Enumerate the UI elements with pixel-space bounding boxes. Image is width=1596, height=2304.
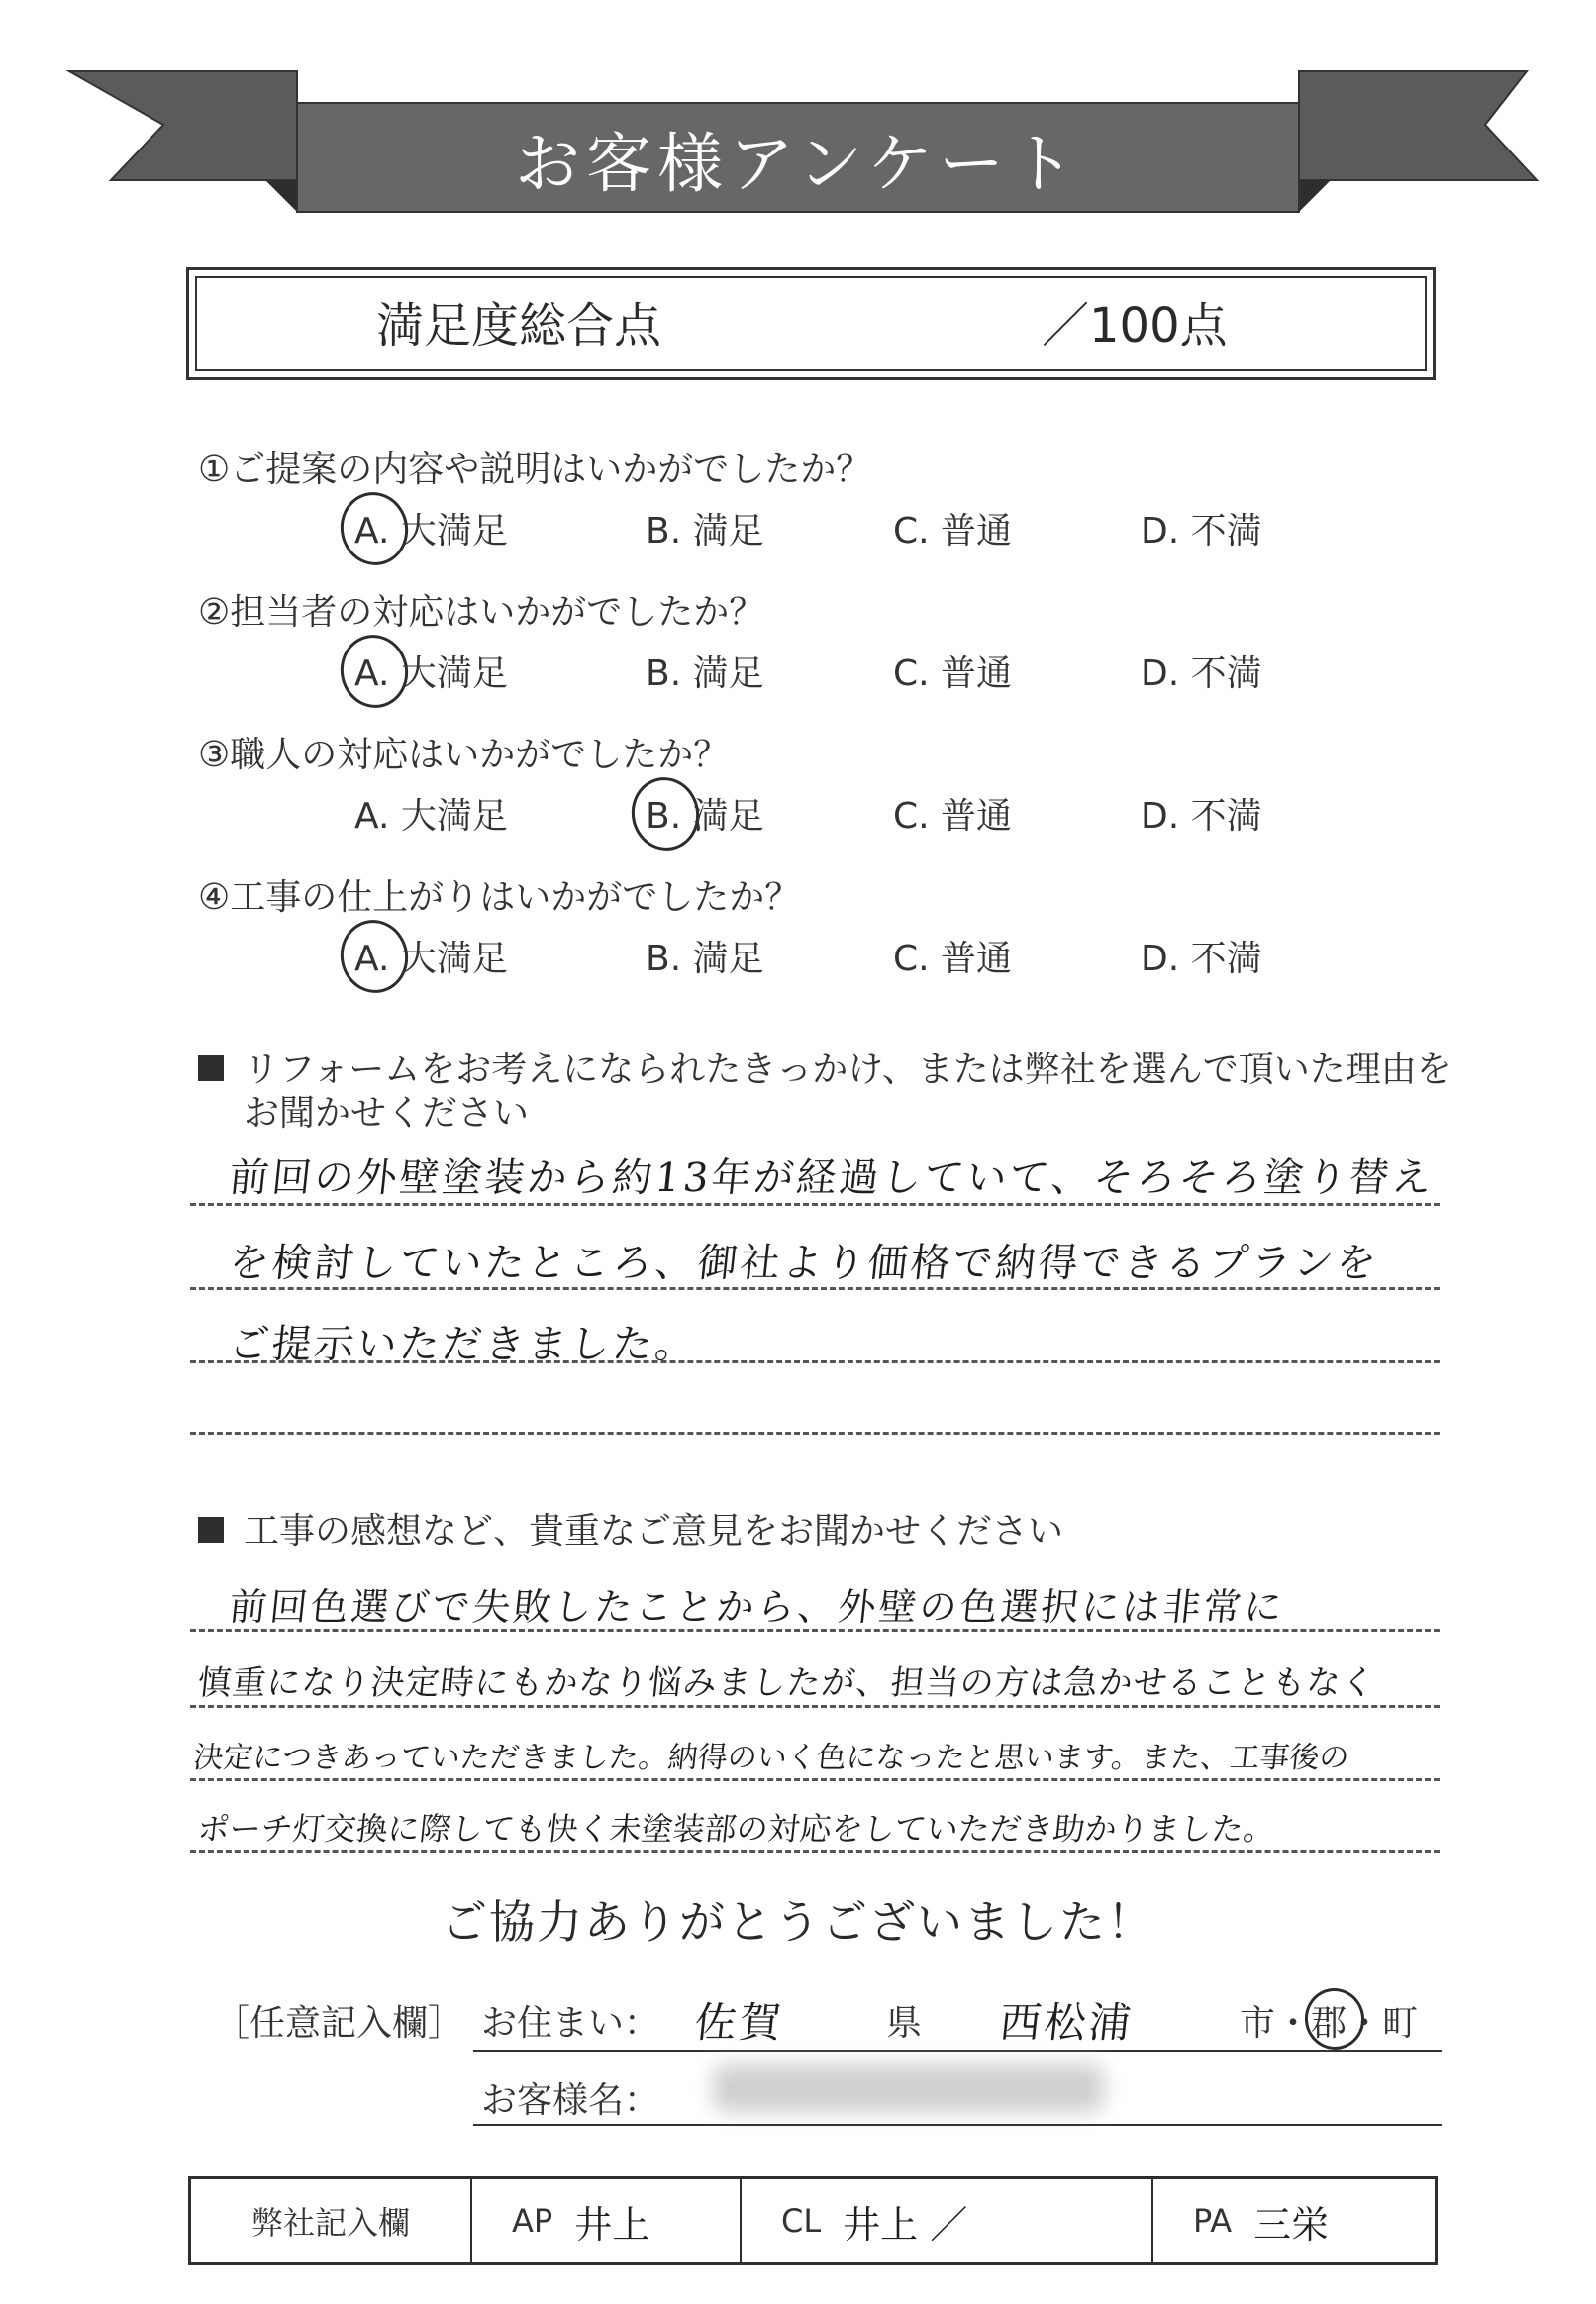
bullet-square-icon [198, 1055, 224, 1081]
ribbon-left-fold [265, 180, 297, 212]
section-2-answer-line-4: ポーチ灯交換に際しても快く未塗装部の対応をしていただき助かりました。 [195, 1810, 1277, 1848]
city-value[interactable]: 西松浦 [997, 1998, 1137, 2047]
cl-cell [742, 2179, 1153, 2262]
section-2-answer-line-2: 慎重になり決定時にもかなり悩みましたが、担当の方は急かせることもなく [195, 1663, 1378, 1703]
q1-option-c[interactable]: C. 普通 [893, 511, 1013, 551]
q2-option-a[interactable]: A. 大満足 [354, 653, 508, 694]
answer-rule [190, 1629, 1440, 1632]
pa-value[interactable]: 三栄 [1253, 2202, 1330, 2247]
q3-option-a[interactable]: A. 大満足 [354, 796, 508, 837]
section-1-heading-line1: リフォームをお考えになられたきっかけ、または弊社を選んで頂いた理由を [244, 1050, 1452, 1090]
name-underline [473, 2124, 1442, 2126]
section-1-answer-line-1: 前回の外壁塗装から約13年が経過していて、そろそろ塗り替え [227, 1155, 1438, 1201]
city-suffix: 市・郡・町 [1240, 2003, 1419, 2044]
question-2: ②担当者の対応はいかがでしたか？ [198, 592, 765, 633]
answer-rule [190, 1850, 1440, 1853]
ribbon-right-tail [1299, 71, 1537, 180]
ap-label: AP [512, 2202, 553, 2240]
section-2-answer-line-1: 前回色選びで失敗したことから、外壁の色選択には非常に [227, 1585, 1287, 1629]
ribbon-right-fold [1299, 180, 1331, 212]
bullet-square-icon [198, 1517, 224, 1543]
answer-rule [190, 1203, 1440, 1206]
q3-option-b[interactable]: B. 満足 [646, 796, 764, 837]
section-2-answer-line-3: 決定につきあっていただきました。納得のいく色になったと思います。また、工事後の [191, 1741, 1351, 1775]
q2-option-c[interactable]: C. 普通 [893, 653, 1013, 694]
section-1-answer-line-2: を検討していたところ、御社より価格で納得できるプランを [227, 1241, 1382, 1286]
q2-option-d[interactable]: D. 不満 [1141, 653, 1262, 694]
answer-rule [190, 1432, 1440, 1435]
section-2-heading [198, 1503, 1063, 1553]
customer-name-label: お客様名： [481, 2080, 660, 2121]
ap-value[interactable]: 井上 [574, 2202, 650, 2247]
prefecture-value[interactable]: 佐賀 [692, 1998, 787, 2047]
answer-rule [190, 1705, 1440, 1708]
office-use-table [188, 2176, 1438, 2265]
pa-label: PA [1193, 2202, 1233, 2240]
q4-option-a[interactable]: A. 大満足 [354, 939, 508, 979]
optional-entry-label: ［任意記入欄］ [214, 2003, 464, 2044]
answer-rule [190, 1778, 1440, 1781]
address-underline [473, 2050, 1442, 2052]
page-title: お客様アンケート [514, 125, 1082, 202]
section-2-heading-text: 工事の感想など、貴重なご意見をお聞かせください [244, 1511, 1064, 1552]
answer-rule [190, 1287, 1440, 1290]
section-1-answer-line-3: ご提示いただきました。 [227, 1322, 701, 1367]
pa-cell [1153, 2179, 1435, 2262]
q3-option-d[interactable]: D. 不満 [1141, 796, 1262, 837]
total-score-label: 満足度総合点 [376, 298, 662, 353]
address-label: お住まい： [481, 2003, 660, 2044]
q3-option-c[interactable]: C. 普通 [893, 796, 1013, 837]
thank-you-message: ご協力ありがとうございました！ [442, 1895, 1154, 1949]
office-use-cell [191, 2179, 472, 2262]
ap-cell [472, 2179, 742, 2262]
answer-rule [190, 1360, 1440, 1363]
total-score-max: ／100点 [1042, 298, 1228, 353]
prefecture-suffix: 県 [886, 2003, 923, 2044]
cl-label: CL [781, 2202, 822, 2240]
q2-option-b[interactable]: B. 満足 [646, 653, 764, 694]
q4-option-c[interactable]: C. 普通 [893, 939, 1013, 979]
question-3: ③職人の対応はいかがでしたか？ [198, 735, 730, 775]
total-score-box [186, 267, 1436, 380]
section-1-heading-line2: お聞かせください [244, 1093, 530, 1134]
ribbon-left-tail [69, 71, 297, 180]
q4-option-d[interactable]: D. 不満 [1141, 939, 1262, 979]
q1-option-b[interactable]: B. 満足 [646, 511, 764, 551]
q4-option-b[interactable]: B. 満足 [646, 939, 764, 979]
q1-option-a[interactable]: A. 大満足 [354, 511, 508, 551]
office-use-label: 弊社記入欄 [250, 2204, 410, 2242]
question-4: ④工事の仕上がりはいかがでしたか？ [198, 877, 801, 918]
question-1: ①ご提案の内容や説明はいかがでしたか？ [198, 450, 872, 490]
q1-option-d[interactable]: D. 不満 [1141, 511, 1262, 551]
cl-value[interactable]: 井上 ／ [843, 2202, 968, 2247]
redacted-name [713, 2064, 1104, 2112]
